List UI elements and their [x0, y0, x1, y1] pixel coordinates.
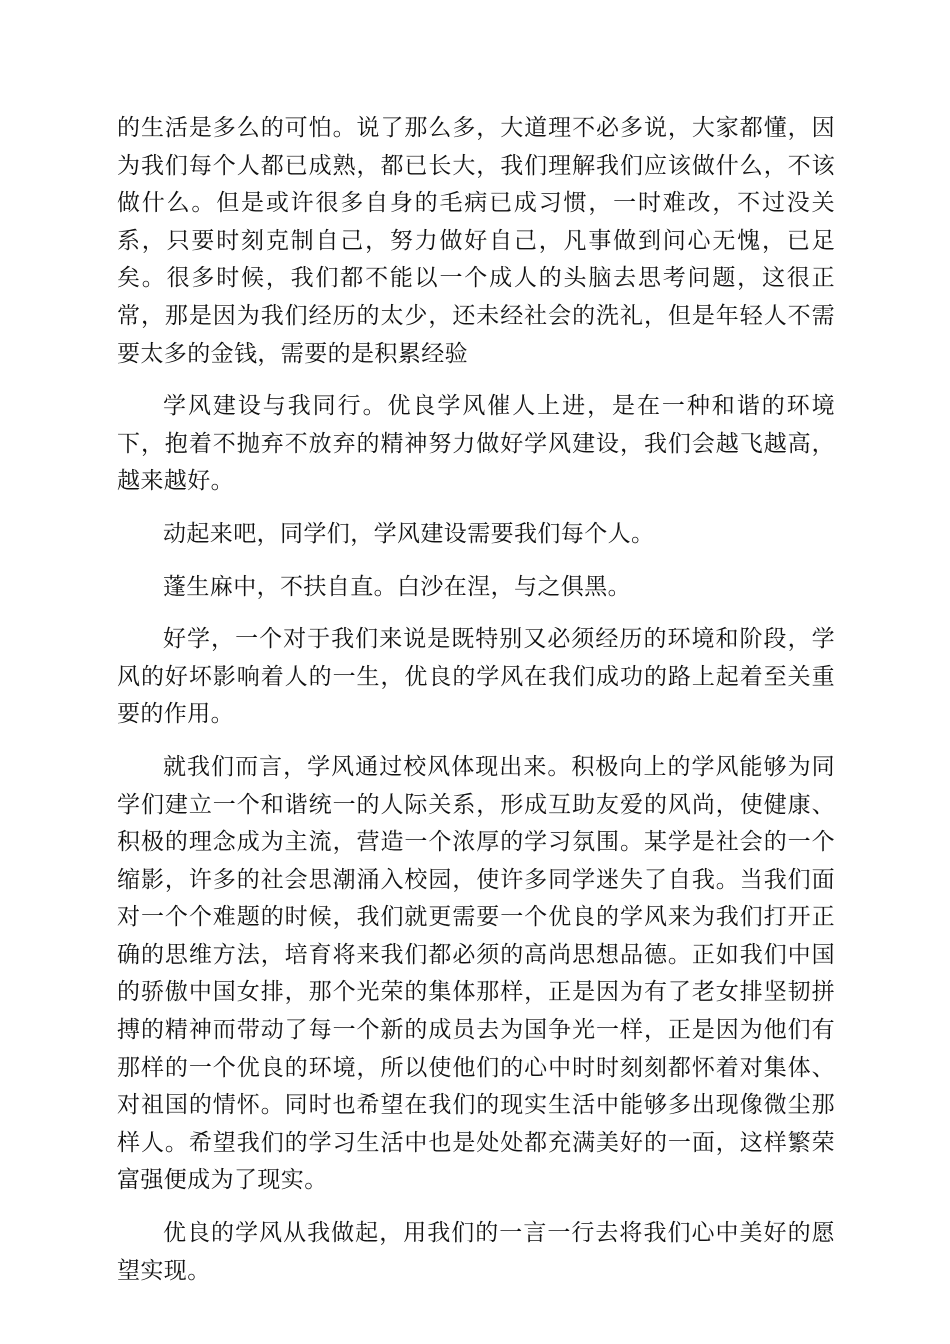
paragraph: 优良的学风从我做起，用我们的一言一行去将我们心中美好的愿望实现。 [117, 1220, 835, 1284]
paragraph: 动起来吧，同学们，学风建设需要我们每个人。 [163, 520, 655, 547]
paragraph: 好学，一个对于我们来说是既特别又必须经历的环境和阶段，学风的好坏影响着人的一生，优良的学风在我们成功的路上起着至关重要的作用。 [117, 626, 835, 728]
document-body [117, 110, 835, 1305]
paragraph: 学风建设与我同行。优良学风催人上进，是在一种和谐的环境下，抱着不抛弃不放弃的精神努力做好学风建设，我们会越飞越高，越来越好。 [117, 393, 835, 495]
paragraph: 蓬生麻中，不扶自直。白沙在涅，与之俱黑。 [163, 573, 631, 600]
paragraph: 就我们而言，学风通过校风体现出来。积极向上的学风能够为同学们建立一个和谐统一的人际关系，形成互助友爱的风尚，使健康、积极的理念成为主流，营造一个浓厚的学习氛围。某学是社会的一个缩影，许多的社会思潮涌入校园，使许多同学迷失了自我。当我们面对一个个难题的时候，我们就更需要一个优良的学风来为我们打开正确的思维方法，培育将来我们都必须的高尚思想品德。正如我们中国的骄傲中国女排，那个光荣的集体那样，正是因为有了老女排坚韧拼搏的精神而带动了每一个新的成员去为国争光一样，正是因为他们有那样的一个优良的环境，所以使他们的心中时时刻刻都怀着对集体、对祖国的情怀。同时也希望在我们的现实生活中能够多出现像微尘那样人。希望我们的学习生活中也是处处都充满美好的一面，这样繁荣富强便成为了现实。 [117, 753, 835, 1194]
paragraph-continued: 的生活是多么的可怕。说了那么多，大道理不必多说，大家都懂，因为我们每个人都已成熟，都已长大，我们理解我们应该做什么，不该做什么。但是或许很多自身的毛病已成习惯，一时难改，不过没关系，只要时刻克制自己，努力做好自己，凡事做到问心无愧，已足矣。很多时候，我们都不能以一个成人的头脑去思考问题，这很正常，那是因为我们经历的太少，还未经社会的洗礼，但是年轻人不需要太多的金钱，需要的是积累经验 [117, 115, 835, 367]
